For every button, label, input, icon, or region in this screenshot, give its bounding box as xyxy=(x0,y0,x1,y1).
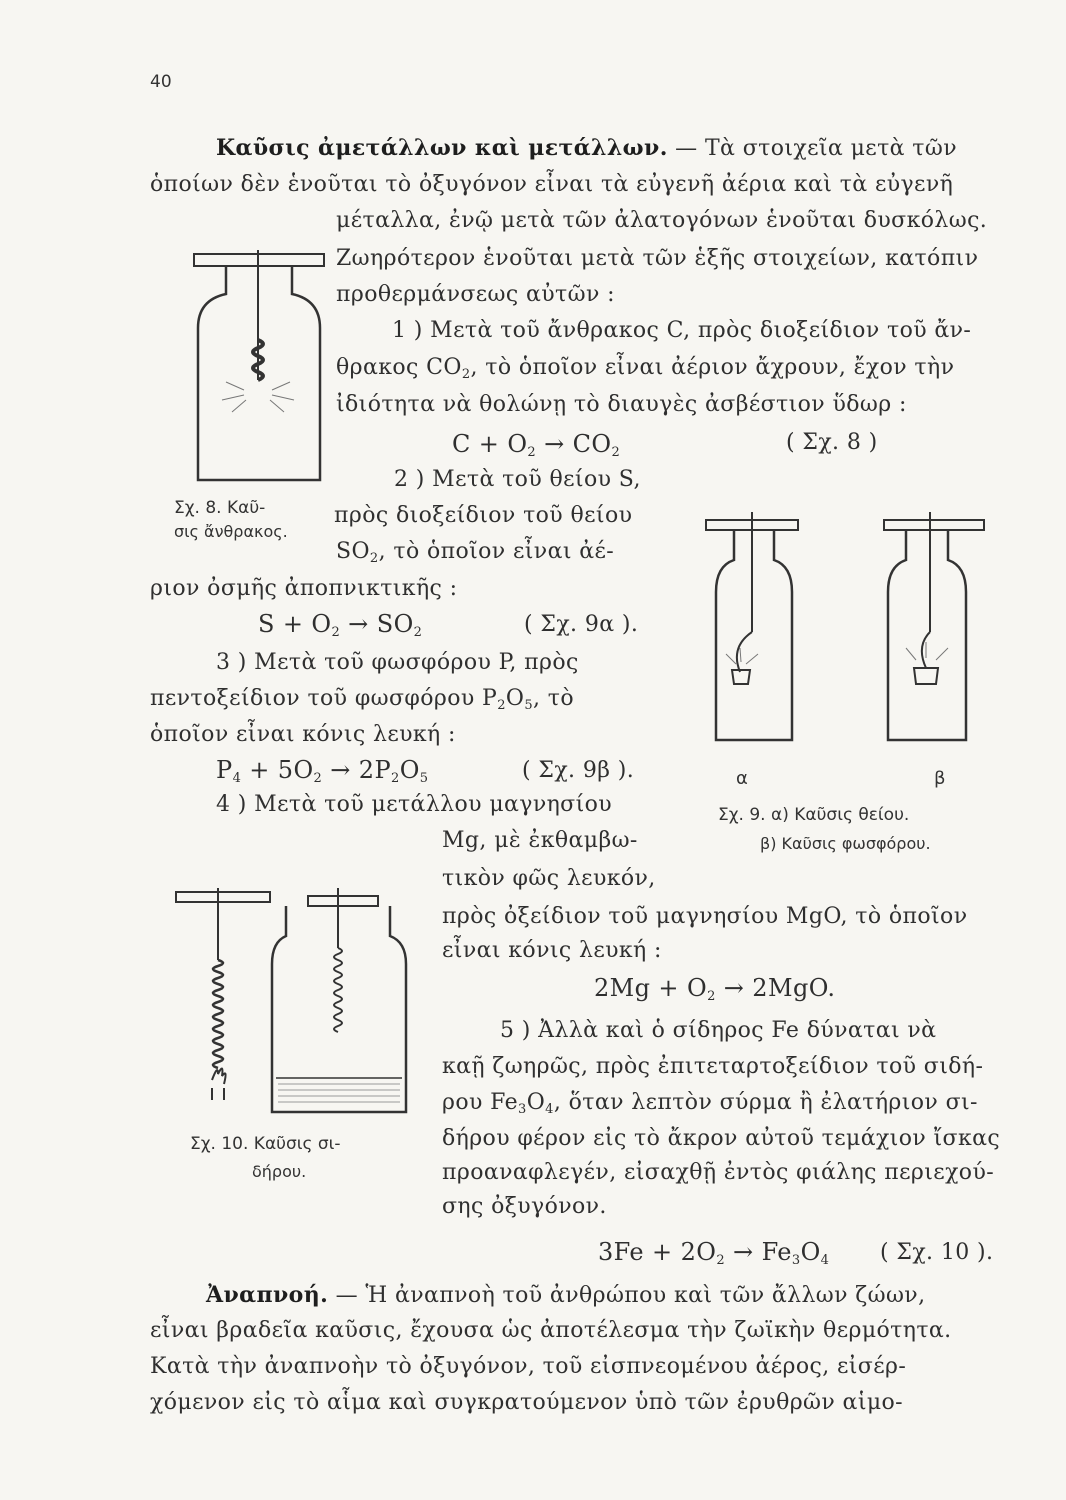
item-line: πρὸς ὀξείδιον τοῦ μαγνησίου MgO, τὸ ὁποῖον xyxy=(442,904,968,929)
figure-caption: δήρου. xyxy=(252,1162,307,1181)
item-line: τικὸν φῶς λευκόν, xyxy=(442,866,656,891)
equation-magnesium: $2Mg + O_2 \to 2MgO$. xyxy=(594,974,836,1004)
item-line: ὁποῖον εἶναι κόνις λευκή : xyxy=(150,722,456,747)
figure-caption: σις ἄνθρακος. xyxy=(174,522,288,541)
paragraph-line: Κατὰ τὴν ἀναπνοὴν τὸ ὀξυγόνον, τοῦ εἰσπνεομένου ἀέρος, εἰσέρ- xyxy=(150,1354,907,1379)
figure-sulfur-phosphorus-combustion xyxy=(700,512,1000,744)
equation-reference: ( Σχ. 8 ) xyxy=(786,430,878,455)
item-line: Mg, μὲ ἐκθαμβω- xyxy=(442,828,638,853)
item-line: $SO_2$, τὸ ὁποῖον εἶναι ἀέ- xyxy=(336,539,615,566)
paragraph-line: εἶναι βραδεῖα καῦσις, ἔχουσα ὡς ἀποτέλεσμα τὴν ζωϊκὴν θερμότητα. xyxy=(150,1318,952,1343)
item-line: 2 ) Μετὰ τοῦ θείου S, xyxy=(394,467,641,492)
item-line: θρακος $CO_2$, τὸ ὁποῖον εἶναι ἀέριον ἄχρουν, ἔχον τὴν xyxy=(336,355,955,382)
figure-iron-combustion xyxy=(168,888,418,1116)
heading-dash: — xyxy=(675,136,698,161)
item-line: εἶναι κόνις λευκή : xyxy=(442,938,662,963)
section-heading-line xyxy=(206,1282,925,1308)
figure-caption: Σχ. 8. Καῦ- xyxy=(174,498,266,518)
paragraph-line: Ζωηρότερον ἑνοῦται μετὰ τῶν ἑξῆς στοιχείων, κατόπιν xyxy=(336,246,979,271)
item-line: ριον ὀσμῆς ἀποπνικτικῆς : xyxy=(150,576,458,601)
paragraph-line: ὁποίων δὲν ἑνοῦται τὸ ὀξυγόνον εἶναι τὰ εὐγενῆ ἀέρια καὶ τὰ εὐγενῆ xyxy=(150,172,954,197)
equation-iron: $3Fe + 2O_2 \to Fe_3O_4$ xyxy=(598,1238,830,1268)
paragraph-line: μέταλλα, ἐνῷ μετὰ τῶν ἀλατογόνων ἑνοῦται δυσκόλως. xyxy=(336,208,988,233)
item-line: σης ὀξυγόνον. xyxy=(442,1194,607,1219)
equation-reference: ( Σχ. 9β ). xyxy=(522,758,635,783)
item-line: πρὸς διοξείδιον τοῦ θείου xyxy=(334,503,633,528)
item-line: προαναφλεγέν, εἰσαχθῇ ἐντὸς φιάλης περιεχού- xyxy=(442,1160,995,1185)
item-line: 5 ) Ἀλλὰ καὶ ὁ σίδηρος Fe δύναται νὰ xyxy=(500,1018,937,1043)
equation-sulfur: $S + O_2 \to SO_2$ xyxy=(258,610,423,640)
figure-label-a: α xyxy=(736,768,748,789)
item-line: ἰδιότητα νὰ θολώνῃ τὸ διαυγὲς ἀσβέστιον ὕδωρ : xyxy=(336,392,907,417)
figure-caption: β) Καῦσις φωσφόρου. xyxy=(760,834,931,853)
item-line: δήρου φέρον εἰς τὸ ἄκρον αὐτοῦ τεμάχιον ἴσκας xyxy=(442,1126,1001,1151)
equation-carbon: $C + O_2 \to CO_2$ xyxy=(452,430,621,460)
item-line: 1 ) Μετὰ τοῦ ἄνθρακος C, πρὸς διοξείδιον τοῦ ἄν- xyxy=(392,318,972,343)
paragraph-line: χόμενον εἰς τὸ αἷμα καὶ συγκρατούμενον ὑπὸ τῶν ἐρυθρῶν αἱμο- xyxy=(150,1390,904,1415)
item-line: 4 ) Μετὰ τοῦ μετάλλου μαγνησίου xyxy=(216,792,613,817)
paragraph-line: Ἡ ἀναπνοὴ τοῦ ἀνθρώπου καὶ τῶν ἄλλων ζώων, xyxy=(365,1283,926,1308)
equation-reference: ( Σχ. 9α ). xyxy=(524,612,639,637)
section-heading-line xyxy=(216,135,957,161)
paragraph-line: Τὰ στοιχεῖα μετὰ τῶν xyxy=(704,136,957,161)
page-number: 40 xyxy=(150,72,172,92)
figure-label-b: β xyxy=(934,768,946,789)
item-line: πεντοξείδιον τοῦ φωσφόρου $P_2O_5$, τὸ xyxy=(150,686,575,713)
item-line: καῇ ζωηρῶς, πρὸς ἐπιτεταρτοξείδιον τοῦ σιδή- xyxy=(442,1054,984,1079)
figure-charcoal-combustion xyxy=(186,250,336,490)
figure-caption: Σχ. 9. α) Καῦσις θείου. xyxy=(718,805,910,825)
paragraph-line: προθερμάνσεως αὐτῶν : xyxy=(336,282,615,307)
equation-phosphorus: $P_4 + 5O_2 \to 2P_2O_5$ xyxy=(216,756,429,786)
figure-caption: Σχ. 10. Καῦσις σι- xyxy=(190,1134,341,1154)
item-line: ρου $Fe_3O_4$, ὅταν λεπτὸν σύρμα ἢ ἐλατήριον σι- xyxy=(442,1090,978,1117)
section-heading: Ἀναπνοή. xyxy=(206,1282,329,1308)
item-line: 3 ) Μετὰ τοῦ φωσφόρου P, πρὸς xyxy=(216,650,579,675)
section-heading: Καῦσις ἀμετάλλων καὶ μετάλλων. xyxy=(216,135,668,161)
equation-reference: ( Σχ. 10 ). xyxy=(880,1240,994,1265)
heading-dash: — xyxy=(335,1283,358,1308)
